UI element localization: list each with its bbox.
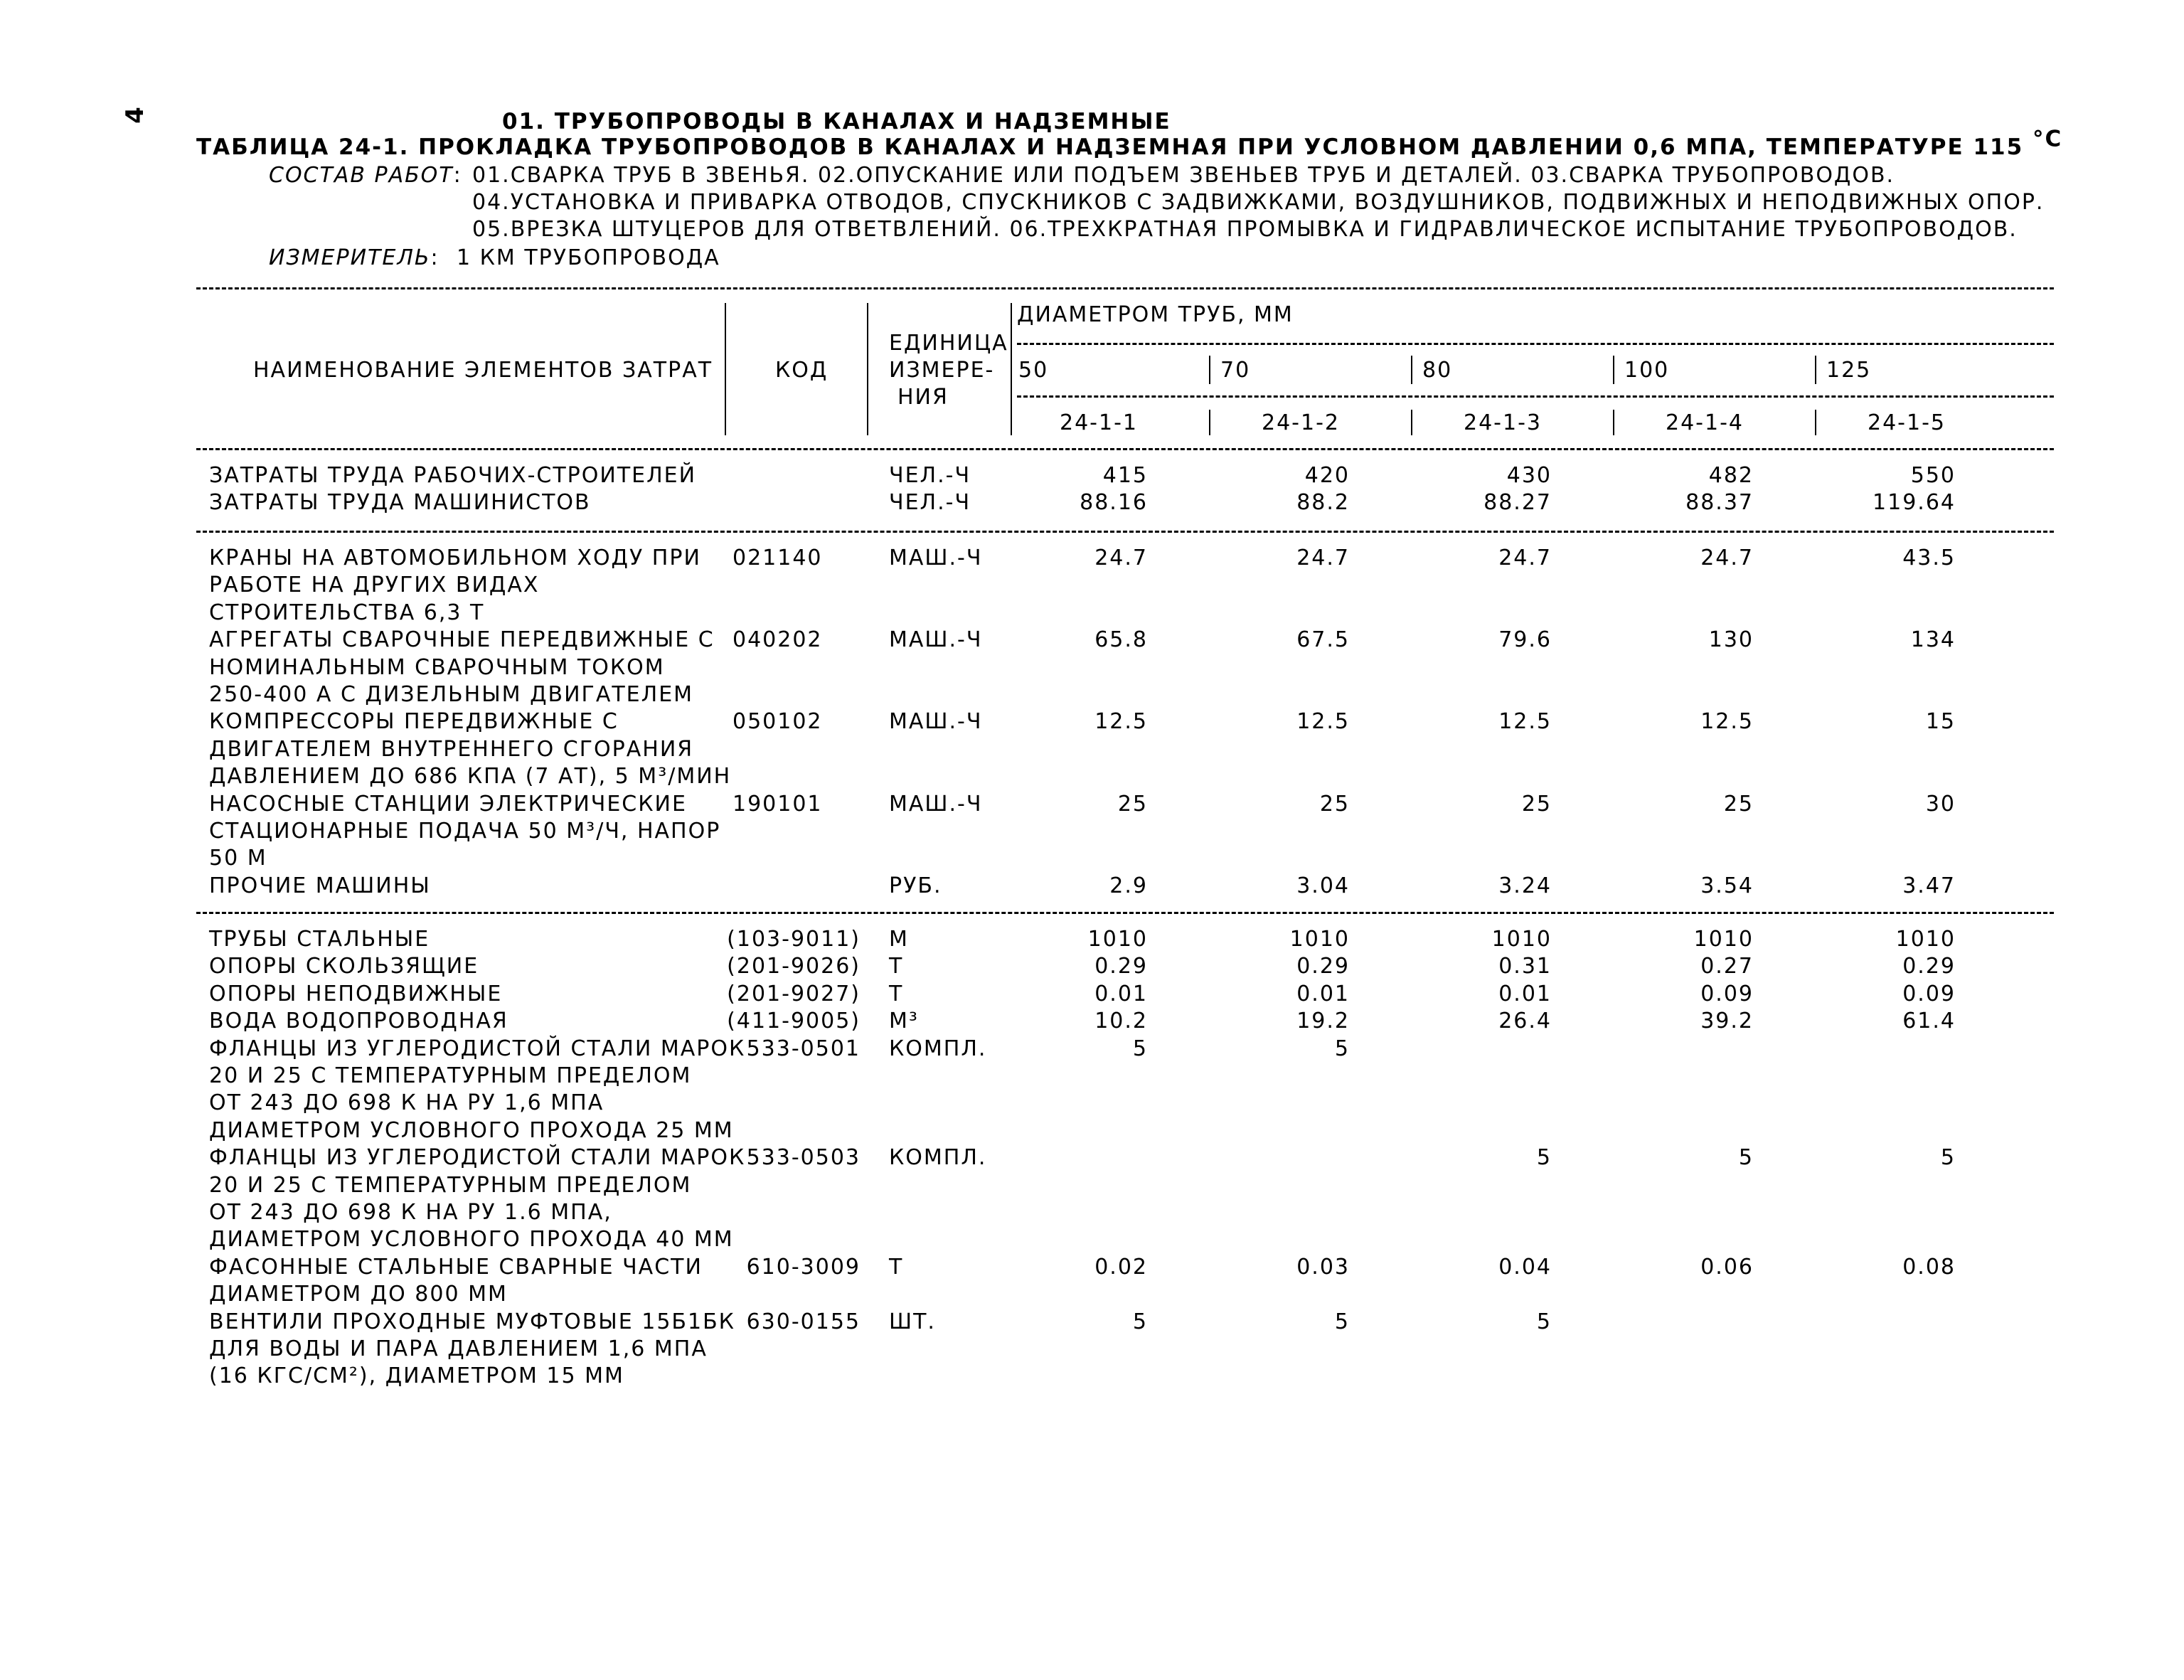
header-table-code-24-1-1: 24-1-1 (1060, 410, 1138, 435)
machine_rows-row-name: НОМИНАЛЬНЫМ СВАРОЧНЫМ ТОКОМ (209, 654, 665, 680)
header-unit-3: НИЯ (897, 385, 949, 410)
material_rows-row-name: (16 КГС/СМ²), ДИАМЕТРОМ 15 ММ (209, 1363, 624, 1389)
header-diameter-125: 125 (1826, 358, 1872, 383)
code-divider (1613, 410, 1614, 435)
code-divider (1815, 410, 1816, 435)
machine_rows-row-name: КОМПРЕССОРЫ ПЕРЕДВИЖНЫЕ С (209, 709, 619, 735)
machine_rows-row-name: 250-400 А С ДИЗЕЛЬНЫМ ДВИГАТЕЛЕМ (209, 682, 694, 707)
machine_rows-row-name: КРАНЫ НА АВТОМОБИЛЬНОМ ХОДУ ПРИ (209, 546, 701, 570)
code-divider (1411, 410, 1412, 435)
machine_rows-row-value: 24.7 (1094, 546, 1148, 570)
material_rows-row-name: ДИАМЕТРОМ УСЛОВНОГО ПРОХОДА 25 ММ (209, 1117, 734, 1143)
col-divider-name (725, 303, 726, 435)
labor_rows-row-value: 420 (1304, 463, 1350, 488)
machine_rows-row-value: 3.54 (1700, 873, 1754, 898)
material_rows-row-unit: Т (889, 981, 904, 1006)
machine_rows-row-value: 25 (1723, 791, 1754, 817)
material_rows-row-value: 5 (1334, 1036, 1350, 1061)
labor_rows-row-value: 88.2 (1296, 490, 1350, 516)
material_rows-row-value: 0.02 (1094, 1254, 1148, 1280)
section-title: 01. ТРУБОПРОВОДЫ В КАНАЛАХ И НАДЗЕМНЫЕ (502, 109, 1171, 134)
material_rows-row-name: ТРУБЫ СТАЛЬНЫЕ (209, 927, 430, 952)
labor_rows-row-value: 482 (1708, 463, 1754, 488)
material_rows-row-value: 5 (1738, 1145, 1754, 1171)
labor_rows-row-value: 119.64 (1873, 490, 1956, 516)
machine_rows-row-value: 12.5 (1498, 709, 1552, 735)
material_rows-row-value: 5 (1536, 1145, 1552, 1171)
machine_rows-row-value: 24.7 (1700, 546, 1754, 570)
material_rows-row-value: 26.4 (1498, 1009, 1552, 1034)
machine_rows-row-name: ДАВЛЕНИЕМ ДО 686 КПА (7 АТ), 5 М³/МИН (209, 764, 732, 790)
machine_rows-row-value: 30 (1925, 791, 1956, 817)
machine_rows-row-value: 65.8 (1094, 627, 1148, 653)
material_rows-row-name: ФЛАНЦЫ ИЗ УГЛЕРОДИСТОЙ СТАЛИ МАРОК (209, 1145, 746, 1171)
material_rows-row-value: 0.06 (1700, 1254, 1754, 1280)
material_rows-row-value: 0.29 (1094, 954, 1148, 979)
material_rows-row-name: ОПОРЫ НЕПОДВИЖНЫЕ (209, 981, 503, 1006)
material_rows-row-code: 610-3009 (746, 1254, 861, 1280)
labor_rows-row-value: 88.37 (1685, 490, 1754, 516)
machine_rows-row-unit: МАШ.-Ч (889, 709, 983, 735)
header-name-col: НАИМЕНОВАНИЕ ЭЛЕМЕНТОВ ЗАТРАТ (253, 358, 713, 383)
header-table-code-24-1-4: 24-1-4 (1666, 410, 1744, 435)
diameter-divider (1613, 356, 1614, 384)
machine_rows-row-value: 3.04 (1296, 873, 1350, 898)
machine_rows-row-value: 3.47 (1902, 873, 1956, 898)
material_rows-row-value: 0.03 (1296, 1254, 1350, 1280)
material_rows-row-name: 20 И 25 С ТЕМПЕРАТУРНЫМ ПРЕДЕЛОМ (209, 1063, 692, 1088)
material_rows-row-code: (201-9027) (727, 981, 861, 1006)
machine_rows-row-name: АГРЕГАТЫ СВАРОЧНЫЕ ПЕРЕДВИЖНЫЕ С (209, 627, 715, 653)
rule-top (196, 287, 2054, 289)
material_rows-row-value: 0.29 (1296, 954, 1350, 979)
material_rows-row-code: 630-0155 (746, 1309, 861, 1334)
header-table-code-24-1-2: 24-1-2 (1262, 410, 1340, 435)
material_rows-row-value: 1010 (1289, 927, 1350, 952)
labor_rows-row-name: ЗАТРАТЫ ТРУДА РАБОЧИХ-СТРОИТЕЛЕЙ (209, 463, 697, 488)
material_rows-row-value: 1010 (1693, 927, 1754, 952)
machine_rows-row-name: НАСОСНЫЕ СТАНЦИИ ЭЛЕКТРИЧЕСКИЕ (209, 791, 687, 817)
material_rows-row-value: 0.08 (1902, 1254, 1956, 1280)
material_rows-row-value: 5 (1536, 1309, 1552, 1334)
works-line-2: 04.УСТАНОВКА И ПРИВАРКА ОТВОДОВ, СПУСКНИКОВ С ЗАДВИЖКАМИ, ВОЗДУШНИКОВ, ПОДВИЖНЫХ И НЕПОДВИЖНЫХ ОПОР. (472, 190, 2045, 215)
material_rows-row-value: 5 (1334, 1309, 1350, 1334)
material_rows-row-name: ФАСОННЫЕ СТАЛЬНЫЕ СВАРНЫЕ ЧАСТИ (209, 1254, 703, 1280)
labor_rows-row-value: 88.16 (1080, 490, 1148, 516)
labor_rows-row-unit: ЧЕЛ.-Ч (889, 463, 971, 488)
machine_rows-row-value: 43.5 (1902, 546, 1956, 570)
header-diameter-title: ДИАМЕТРОМ ТРУБ, ММ (1017, 302, 1294, 327)
machine_rows-row-name: РАБОТЕ НА ДРУГИХ ВИДАХ (209, 573, 540, 598)
machine_rows-row-name: СТРОИТЕЛЬСТВА 6,3 Т (209, 600, 485, 625)
material_rows-row-name: ДИАМЕТРОМ УСЛОВНОГО ПРОХОДА 40 ММ (209, 1227, 734, 1253)
material_rows-row-unit: ШТ. (889, 1309, 936, 1334)
material_rows-row-value: 0.31 (1498, 954, 1552, 979)
machine_rows-row-value: 24.7 (1498, 546, 1552, 570)
material_rows-row-value: 1010 (1087, 927, 1148, 952)
material_rows-row-value: 39.2 (1700, 1009, 1754, 1034)
header-unit-2: ИЗМЕРЕ- (889, 358, 995, 383)
works-label: СОСТАВ РАБОТ (269, 163, 454, 188)
material_rows-row-name: ВОДА ВОДОПРОВОДНАЯ (209, 1009, 508, 1034)
material_rows-row-name: 20 И 25 С ТЕМПЕРАТУРНЫМ ПРЕДЕЛОМ (209, 1172, 692, 1198)
material_rows-row-value: 61.4 (1902, 1009, 1956, 1034)
machine_rows-row-value: 25 (1521, 791, 1552, 817)
machine_rows-row-code: 050102 (733, 709, 823, 735)
material_rows-row-value: 5 (1132, 1309, 1148, 1334)
material_rows-row-name: ОТ 243 ДО 698 К НА РУ 1.6 МПА, (209, 1200, 612, 1225)
code-divider (1209, 410, 1210, 435)
works-line-3: 05.ВРЕЗКА ШТУЦЕРОВ ДЛЯ ОТВЕТВЛЕНИЙ. 06.ТРЕХКРАТНАЯ ПРОМЫВКА И ГИДРАВЛИЧЕСКОЕ ИСПЫТАНИЕ ТРУБОПРОВОДОВ. (472, 217, 2018, 242)
labor_rows-row-value: 550 (1910, 463, 1956, 488)
material_rows-row-value: 5 (1132, 1036, 1148, 1061)
machine_rows-row-code: 021140 (733, 546, 823, 570)
material_rows-row-unit: Т (889, 1254, 904, 1280)
machine_rows-row-unit: МАШ.-Ч (889, 627, 983, 653)
labor_rows-row-unit: ЧЕЛ.-Ч (889, 490, 971, 516)
material_rows-row-name: ОПОРЫ СКОЛЬЗЯЩИЕ (209, 954, 479, 979)
material_rows-row-code: (201-9026) (727, 954, 861, 979)
col-divider-unit (1011, 303, 1012, 435)
machine_rows-row-value: 25 (1117, 791, 1148, 817)
machine_rows-row-value: 15 (1925, 709, 1956, 735)
machine_rows-row-unit: МАШ.-Ч (889, 546, 983, 570)
works-line-1: 01.СВАРКА ТРУБ В ЗВЕНЬЯ. 02.ОПУСКАНИЕ ИЛИ ПОДЪЕМ ЗВЕНЬЕВ ТРУБ И ДЕТАЛЕЙ. 03.СВАРКА ТРУБОПРОВОДОВ. (472, 163, 1895, 188)
machine_rows-row-unit: МАШ.-Ч (889, 791, 983, 817)
works-label-line: СОСТАВ РАБОТ: (269, 163, 462, 188)
material_rows-row-code: (103-9011) (727, 927, 861, 952)
material_rows-row-code: (411-9005) (727, 1009, 861, 1034)
page-number: 4 (120, 107, 149, 124)
material_rows-row-name: ДЛЯ ВОДЫ И ПАРА ДАВЛЕНИЕМ 1,6 МПА (209, 1336, 708, 1361)
material_rows-row-value: 0.04 (1498, 1254, 1552, 1280)
measure-line: ИЗМЕРИТЕЛЬ: (269, 245, 440, 270)
machine_rows-row-value: 79.6 (1498, 627, 1552, 653)
header-rule-1 (1017, 343, 2054, 345)
material_rows-row-value: 0.01 (1296, 981, 1350, 1006)
measure-label: ИЗМЕРИТЕЛЬ (269, 245, 431, 270)
table-title-text: ТАБЛИЦА 24-1. ПРОКЛАДКА ТРУБОПРОВОДОВ В КАНАЛАХ И НАДЗЕМНАЯ ПРИ УСЛОВНОМ ДАВЛЕНИИ 0,6 МПА, ТЕМПЕРАТУРЕ 115 (196, 134, 2033, 160)
labor_rows-row-value: 430 (1506, 463, 1552, 488)
header-rule-2 (1017, 395, 2054, 398)
material_rows-row-name: ВЕНТИЛИ ПРОХОДНЫЕ МУФТОВЫЕ 15Б1БК (209, 1309, 735, 1334)
labor_rows-row-value: 88.27 (1483, 490, 1552, 516)
machine_rows-row-code: 040202 (733, 627, 823, 653)
material_rows-row-unit: КОМПЛ. (889, 1036, 987, 1061)
machine_rows-row-value: 67.5 (1296, 627, 1350, 653)
machine_rows-row-value: 12.5 (1700, 709, 1754, 735)
machine_rows-row-name: ДВИГАТЕЛЕМ ВНУТРЕННЕГО СГОРАНИЯ (209, 736, 694, 762)
material_rows-row-value: 19.2 (1296, 1009, 1350, 1034)
header-diameter-100: 100 (1624, 358, 1670, 383)
material_rows-row-code: 533-0501 (746, 1036, 861, 1061)
diameter-divider (1209, 356, 1210, 384)
header-table-code-24-1-3: 24-1-3 (1464, 410, 1542, 435)
machine_rows-row-value: 134 (1910, 627, 1956, 653)
machine_rows-row-value: 3.24 (1498, 873, 1552, 898)
material_rows-row-name: ФЛАНЦЫ ИЗ УГЛЕРОДИСТОЙ СТАЛИ МАРОК (209, 1036, 746, 1061)
measure-value: 1 КМ ТРУБОПРОВОДА (457, 245, 720, 270)
header-diameter-80: 80 (1422, 358, 1453, 383)
material_rows-row-value: 0.01 (1094, 981, 1148, 1006)
machine_rows-row-value: 24.7 (1296, 546, 1350, 570)
material_rows-row-unit: М (889, 927, 909, 952)
diameter-divider (1815, 356, 1816, 384)
machine_rows-row-code: 190101 (733, 791, 823, 817)
table-title-unit: °С (2032, 126, 2063, 152)
col-divider-code (867, 303, 868, 435)
header-table-code-24-1-5: 24-1-5 (1868, 410, 1946, 435)
machine_rows-row-value: 2.9 (1109, 873, 1148, 898)
material_rows-row-value: 0.01 (1498, 981, 1552, 1006)
diameter-divider (1411, 356, 1412, 384)
header-diameter-70: 70 (1220, 358, 1251, 383)
material_rows-row-value: 1010 (1895, 927, 1956, 952)
machine_rows-row-name: ПРОЧИЕ МАШИНЫ (209, 873, 431, 898)
machine_rows-row-value: 12.5 (1296, 709, 1350, 735)
labor_rows-row-value: 415 (1102, 463, 1148, 488)
table-title (196, 126, 2063, 161)
machine_rows-row-name: 50 М (209, 846, 267, 871)
machine_rows-row-value: 25 (1319, 791, 1350, 817)
material_rows-row-value: 0.09 (1902, 981, 1956, 1006)
material_rows-row-unit: Т (889, 954, 904, 979)
machine_rows-row-name: СТАЦИОНАРНЫЕ ПОДАЧА 50 М³/Ч, НАПОР (209, 819, 721, 844)
header-code-col: КОД (775, 358, 829, 383)
material_rows-row-code: 533-0503 (746, 1145, 861, 1171)
material_rows-row-unit: М³ (889, 1009, 919, 1034)
material_rows-row-value: 0.29 (1902, 954, 1956, 979)
labor_rows-row-name: ЗАТРАТЫ ТРУДА МАШИНИСТОВ (209, 490, 591, 516)
material_rows-row-value: 0.09 (1700, 981, 1754, 1006)
material_rows-row-value: 1010 (1491, 927, 1552, 952)
material_rows-row-name: ОТ 243 ДО 698 К НА РУ 1,6 МПА (209, 1090, 604, 1116)
rule-labor-bottom (196, 531, 2054, 533)
material_rows-row-unit: КОМПЛ. (889, 1145, 987, 1171)
header-unit-1: ЕДИНИЦА (889, 331, 1008, 356)
material_rows-row-value: 5 (1940, 1145, 1956, 1171)
rule-header-bottom (196, 448, 2054, 450)
header-diameter-50: 50 (1018, 358, 1049, 383)
machine_rows-row-unit: РУБ. (889, 873, 942, 898)
machine_rows-row-value: 130 (1708, 627, 1754, 653)
material_rows-row-value: 10.2 (1094, 1009, 1148, 1034)
material_rows-row-name: ДИАМЕТРОМ ДО 800 ММ (209, 1282, 508, 1307)
rule-machines-bottom (196, 912, 2054, 914)
machine_rows-row-value: 12.5 (1094, 709, 1148, 735)
material_rows-row-value: 0.27 (1700, 954, 1754, 979)
